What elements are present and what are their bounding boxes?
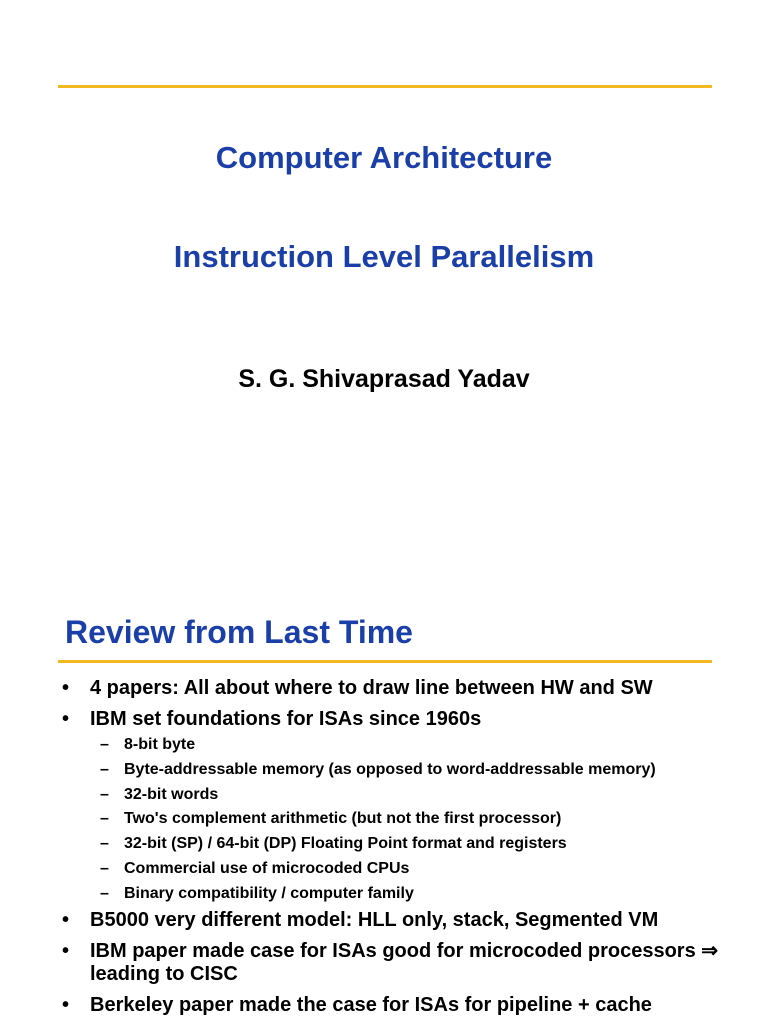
bullet-marker: • bbox=[62, 708, 70, 730]
review-heading: Review from Last Time bbox=[65, 614, 413, 650]
slide-subtitle: Instruction Level Parallelism bbox=[173, 239, 595, 274]
sub-bullet-text: Binary compatibility / computer family bbox=[124, 884, 414, 902]
sub-bullet-item bbox=[62, 809, 742, 828]
bullet-marker: • bbox=[62, 993, 70, 1016]
sub-bullet-item bbox=[62, 760, 742, 779]
sub-bullet-marker: – bbox=[100, 810, 109, 828]
sub-bullet-marker: – bbox=[100, 760, 109, 778]
sub-bullet-item bbox=[62, 834, 742, 853]
bullet-text: Berkeley paper made the case for ISAs for pipeline + cache bbox=[90, 993, 652, 1016]
bullet-marker: • bbox=[62, 908, 70, 931]
sub-bullet-marker: – bbox=[100, 859, 109, 877]
sub-bullet-text: Byte-addressable memory (as opposed to word-addressable memory) bbox=[124, 760, 656, 778]
sub-bullet-marker: – bbox=[100, 736, 109, 753]
sub-bullet-text: 8-bit byte bbox=[124, 736, 196, 753]
sub-bullet-text: Commercial use of microcoded CPUs bbox=[124, 859, 410, 877]
bullet-marker: • bbox=[62, 677, 70, 699]
sub-bullet-text: 32-bit (SP) / 64-bit (DP) Floating Point format and registers bbox=[124, 835, 567, 853]
sub-bullet-marker: – bbox=[100, 835, 109, 853]
heading-divider bbox=[58, 660, 712, 663]
bullet-item bbox=[62, 994, 742, 1017]
sub-bullet-item bbox=[62, 735, 742, 754]
sub-bullet-item bbox=[62, 884, 742, 903]
sub-bullet-marker: – bbox=[100, 884, 109, 902]
bullet-list bbox=[62, 677, 742, 1024]
slide-title: Computer Architecture bbox=[215, 140, 553, 175]
bullet-item bbox=[62, 708, 742, 731]
bullet-item bbox=[62, 940, 742, 986]
sub-bullet-item bbox=[62, 859, 742, 878]
bullet-text: IBM paper made case for ISAs good for microcoded processors ⇒ leading to CISC bbox=[90, 939, 719, 985]
sub-bullet-list bbox=[62, 735, 742, 903]
bullet-item bbox=[62, 677, 742, 700]
bullet-marker: • bbox=[62, 939, 70, 962]
sub-bullet-text: 32-bit words bbox=[124, 785, 219, 803]
author-name: S. G. Shivaprasad Yadav bbox=[238, 365, 530, 393]
sub-bullet-text: Two's complement arithmetic (but not the first processor) bbox=[124, 810, 562, 828]
sub-bullet-marker: – bbox=[100, 785, 109, 803]
top-divider bbox=[58, 85, 712, 88]
bullet-item bbox=[62, 909, 742, 932]
sub-bullet-item bbox=[62, 785, 742, 804]
bullet-text: 4 papers: All about where to draw line between HW and SW bbox=[90, 677, 653, 699]
bullet-text: IBM set foundations for ISAs since 1960s bbox=[90, 708, 482, 730]
bullet-text: B5000 very different model: HLL only, stack, Segmented VM bbox=[90, 908, 659, 931]
